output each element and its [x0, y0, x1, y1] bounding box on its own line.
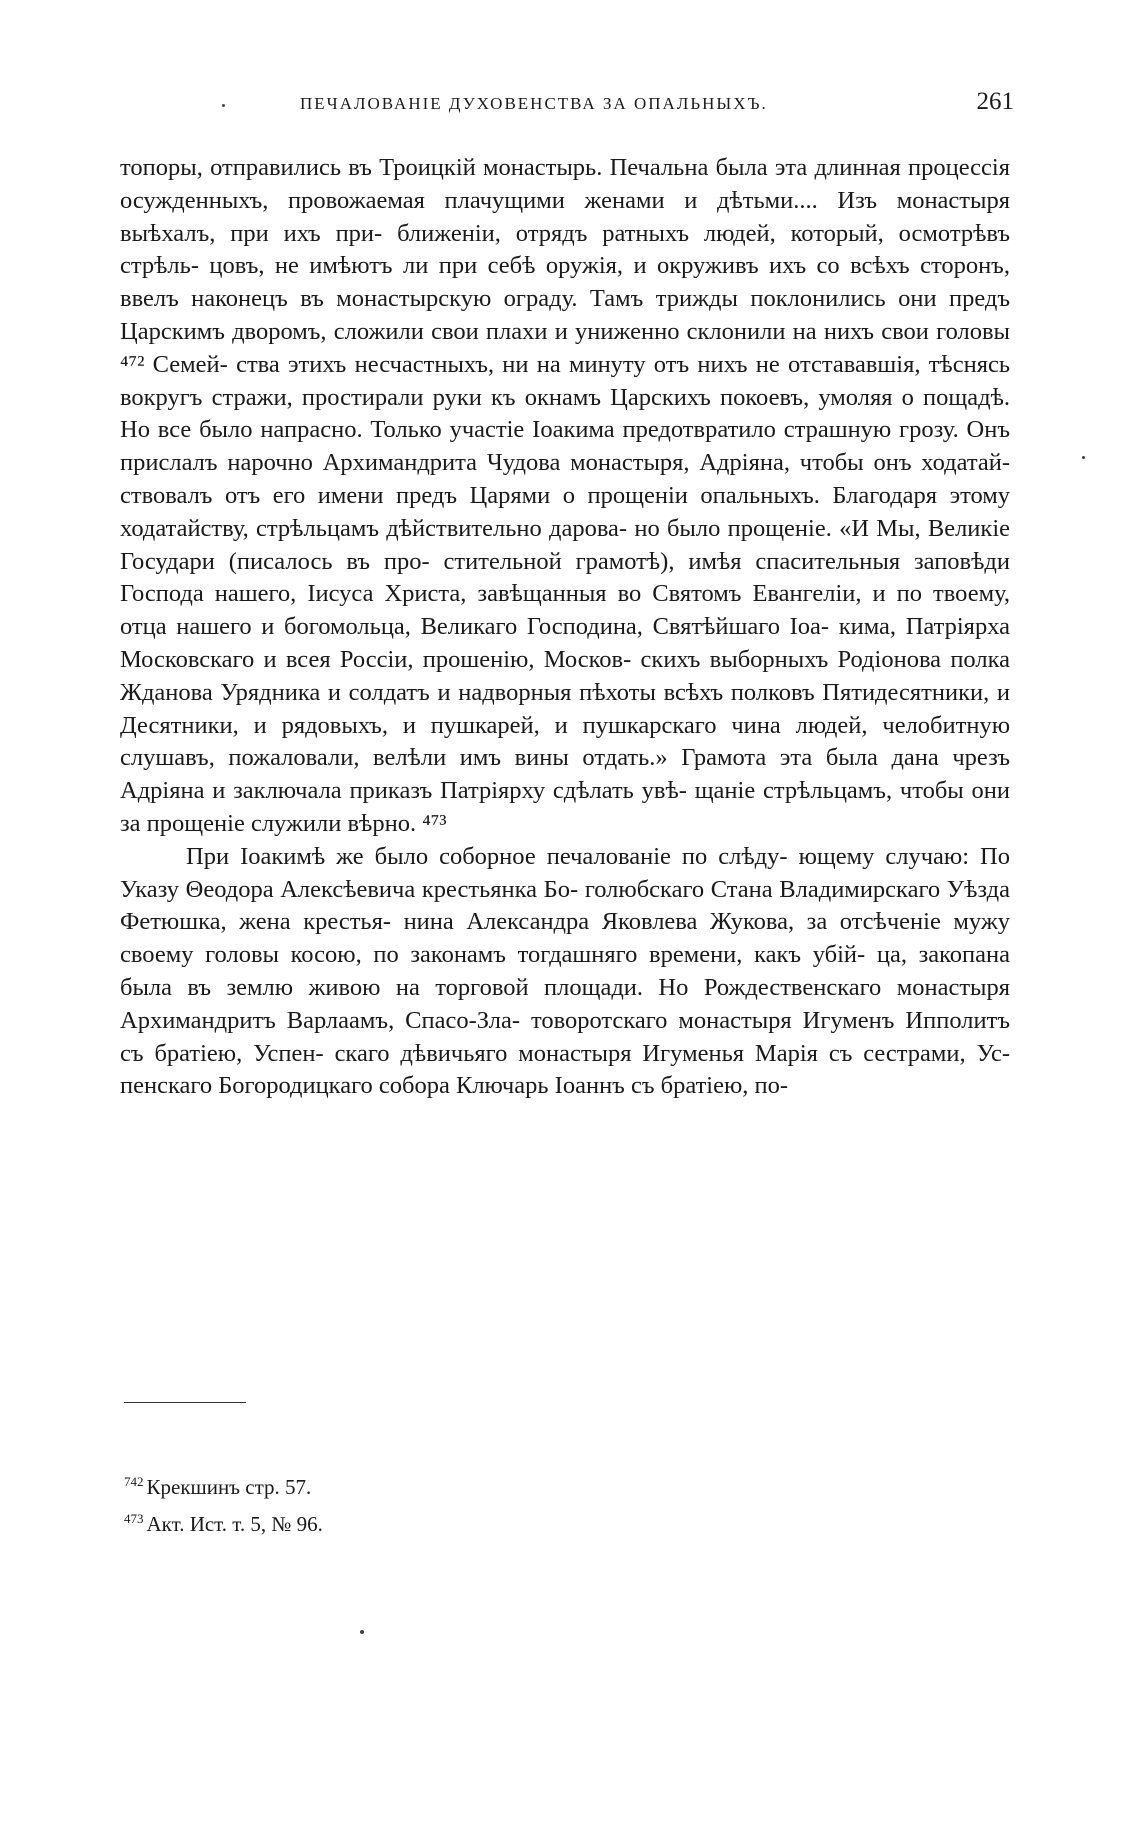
text-line: Iоакима предотвратило страшную грозу. Онъ прислалъ нарочно [120, 416, 1011, 477]
text-line: и надворныя пѣхоты всѣхъ полковъ Пятидесятники, и Десятники, [120, 678, 1010, 739]
text-line: нина Александра Яковлева Жукова, за отсѣченiе мужу своему [120, 908, 1010, 969]
text-line: товоротскаго монастыря Игуменъ Ипполитъ съ братiею, Успен- [120, 1006, 1010, 1067]
footnote-separator [124, 1402, 246, 1403]
text-line: скаго дѣвичьяго монастыря Игуменья Марiя съ сестрами, Ус- [334, 1039, 1010, 1067]
text-line: Благодаря этому ходатайству, стрѣльцамъ дѣйствительно дарова- [120, 481, 1011, 542]
paragraph-2 [120, 841, 1010, 1103]
footnotes [124, 1466, 724, 1540]
text-line: эта длинная процессiя осужденныхъ, провожаемая плачущими [120, 154, 1011, 214]
footnote-number: 742 [124, 1474, 144, 1489]
text-line: головы косою, по законамъ тогдашняго времени, какъ убiй- [205, 941, 866, 969]
text-line: голюбскаго Стана Владимирскаго Уѣзда Фетюшка, жена крестья- [120, 875, 1011, 936]
text-line: кима, Патрiярха Московскаго и всея Россiи, прошенiю, Москов- [120, 613, 1011, 673]
running-header [120, 88, 1020, 122]
scan-speck [360, 1630, 364, 1634]
body-text [120, 152, 1010, 1103]
footnote-text: Акт. Ист. т. 5, № 96. [146, 1512, 323, 1536]
text-line: дана чрезъ Адрiяна и заключала приказъ Патрiярху сдѣлать увѣ- [120, 744, 1011, 805]
footnote-text: Крекшинъ стр. 57. [146, 1475, 312, 1499]
text-line: пенскаго Богородицкаго собора Ключарь Iоаннъ съ братiею, по- [120, 1072, 789, 1100]
text-line: щанiе стрѣльцамъ, чтобы они за прощенiе служили вѣрно. ⁴⁷³ [120, 777, 1010, 837]
text-line: Рождественскаго монастыря Архимандритъ Варлаамъ, Спасо-Зла- [120, 973, 1011, 1034]
text-line: стительной грамотѣ), имѣя спасительныя заповѣди Господа нашего, [120, 547, 1011, 608]
text-line: слушавъ, пожаловали, велѣли имъ вины отдать.» Грамота эта была [120, 744, 878, 772]
text-line: При Iоакимѣ же было соборное печалованiе по слѣду- [186, 842, 788, 870]
text-line: Iисуса Христа, завѣщанныя во Святомъ Евангелiи, и по твоему, [307, 580, 1011, 608]
text-line: покоевъ, умоляя о пощадѣ. Но все было напрасно. Только участiе [120, 383, 1011, 444]
text-line: цовъ, не имѣютъ ли при себѣ оружiя, и окруживъ ихъ со [209, 252, 840, 280]
running-head-title: ПЕЧАЛОВАНIЕ ДУХОВЕНСТВА ЗА ОПАЛЬНЫХЪ. [300, 94, 768, 113]
text-line: топоры, отправились въ Троицкiй монастырь. Печальна была [120, 154, 768, 181]
text-line: ства этихъ несчастныхъ, ни на минуту отъ нихъ не отстававшiя, [236, 350, 921, 378]
text-line: женами и дѣтьми.... Изъ монастыря выѣхалъ, при ихъ при- [120, 186, 1010, 247]
page-number: 261 [976, 88, 1014, 115]
footnote-number: 473 [124, 1511, 144, 1526]
text-line: ствовалъ отъ его имени предъ Царями о прощенiи опальныхъ. [120, 481, 820, 509]
text-line: ющему случаю: По Указу Θеодора Алексѣевича крестьянка Бо- [120, 842, 1010, 903]
text-line: Архимандрита Чудова монастыря, Адрiяна, чтобы онъ ходатай- [322, 449, 1011, 477]
text-line: но было прощенiе. «И Мы, Великiе Государи (писалось въ про- [120, 514, 1011, 575]
scan-speck [222, 104, 225, 107]
footnote-473 [124, 1503, 724, 1540]
text-line: и рядовыхъ, и пушкарей, и пушкарскаго чина людей, челобитную [253, 711, 1010, 739]
paragraph-1 [120, 152, 1010, 841]
text-line: трижды поклонились они предъ Царскимъ дворомъ, сложили [120, 285, 1010, 345]
footnote-742 [124, 1466, 724, 1503]
text-line: тѣснясь вокругъ стражи, простирали руки къ окнамъ Царскихъ [120, 350, 1011, 411]
text-line: скихъ выборныхъ Родiонова полка Жданова Урядника и солдатъ [120, 645, 1010, 706]
text-line: всѣхъ сторонъ, ввелъ наконецъ въ монастырскую ограду. Тамъ [120, 252, 1010, 313]
text-line: отца нашего и богомольца, Великаго Господина, Святѣйшаго Iоа- [120, 613, 830, 641]
text-line: свои плахи и униженно склонили на нихъ свои головы ⁴⁷² Семей- [120, 317, 1010, 378]
text-line: ближенiи, отрядъ ратныхъ людей, который, осмотрѣвъ стрѣль- [120, 219, 1010, 280]
scan-speck [1082, 456, 1085, 459]
text-line: ца, закопана была въ землю живою на торговой площади. Но [120, 941, 1011, 1001]
